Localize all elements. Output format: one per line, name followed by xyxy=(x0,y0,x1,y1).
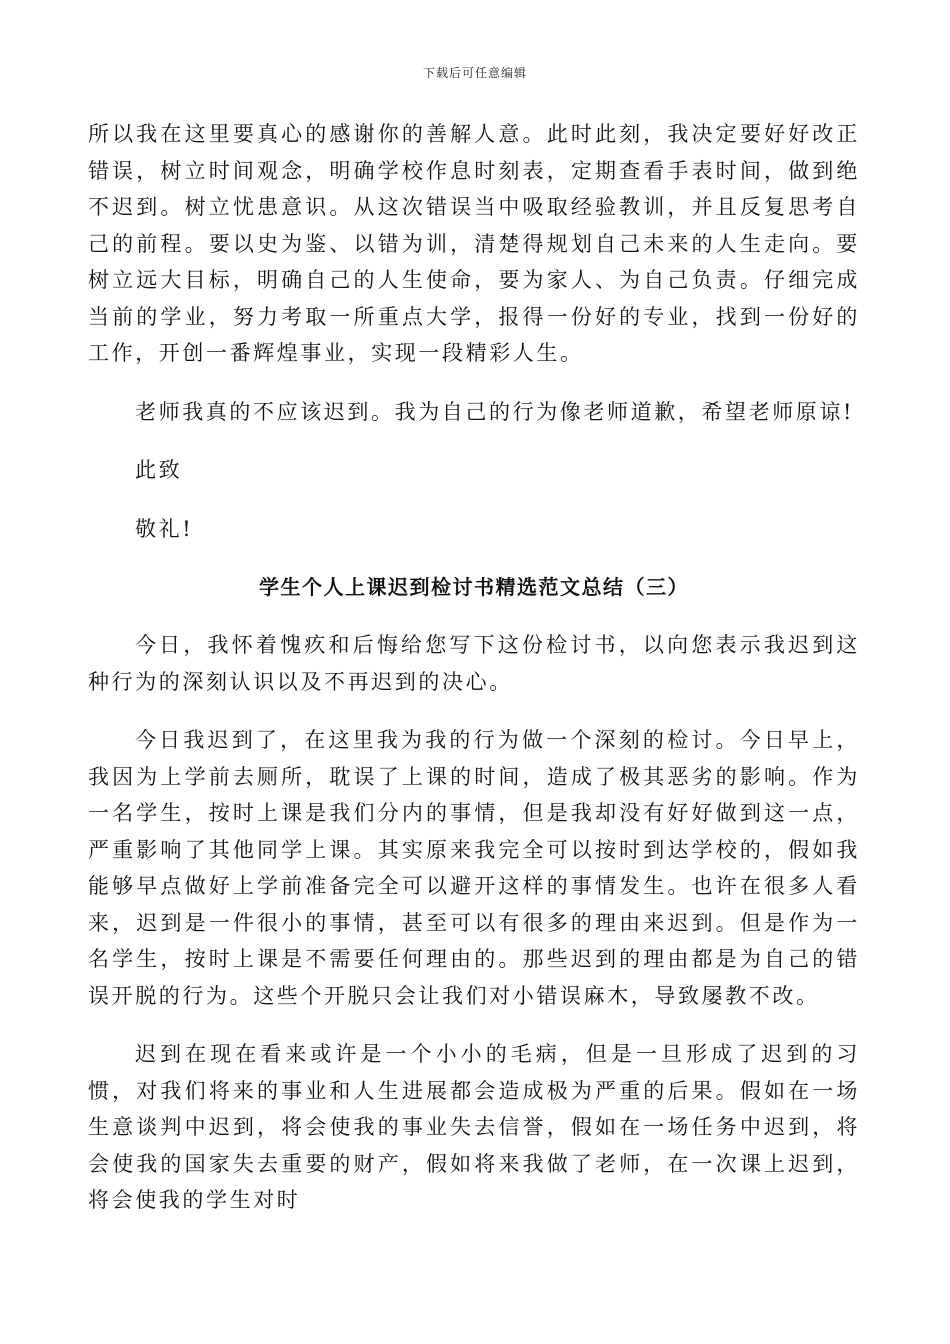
closing-regards: 敬礼! xyxy=(135,516,194,541)
paragraph-gratitude: 所以我在这里要真心的感谢你的善解人意。此时此刻，我决定要好好改正错误，树立时间观念，明确学校作息时刻表，定期查看手表时间，做到绝不迟到。树立忧患意识。从这次错误当中吸取经验教训，并且反复思考自己的前程。要以史为鉴、以错为训，清楚得规划自己未来的人生走向。要树立远大目标，明确自己的人生使命，要为家人、为自己负责。仔细完成当前的学业，努力考取一所重点大学，报得一份好的专业，找到一份好的工作，开创一番辉煌事业，实现一段精彩人生。 xyxy=(88,122,860,365)
paragraph-apology: 老师我真的不应该迟到。我为自己的行为像老师道歉，希望老师原谅! xyxy=(135,399,855,424)
page-header: 下载后可任意编辑 xyxy=(422,66,527,80)
paragraph-consequences: 迟到在现在看来或许是一个小小的毛病，但是一旦形成了迟到的习惯，对我们将来的事业和人生进展都会造成极为严重的后果。假如在一场生意谈判中迟到，将会使我的事业失去信誉，假如在一场任务中迟到，将会使我的国家失去重要的财产，假如将来我做了老师，在一次课上迟到，将会使我的学生对时 xyxy=(88,1042,860,1212)
document-body xyxy=(88,116,860,1219)
paragraph-intro: 今日，我怀着愧疚和后悔给您写下这份检讨书，以向您表示我迟到这种行为的深刻认识以及不再迟到的决心。 xyxy=(88,633,860,694)
paragraph-reflection: 今日我迟到了，在这里我为我的行为做一个深刻的检讨。今日早上，我因为上学前去厕所，耽误了上课的时间，造成了极其恶劣的影响。作为一名学生，按时上课是我们分内的事情，但是我却没有好好做到这一点，严重影响了其他同学上课。其实原来我完全可以按时到达学校的，假如我能够早点做好上学前准备完全可以避开这样的事情发生。也许在很多人看来，迟到是一件很小的事情，甚至可以有很多的理由来迟到。但是作为一名学生，按时上课是不需要任何理由的。那些迟到的理由都是为自己的错误开脱的行为。这些个开脱只会让我们对小错误麻木，导致屡教不改。 xyxy=(88,728,860,1008)
section-title: 学生个人上课迟到检讨书精选范文总结（三） xyxy=(259,575,689,599)
closing-salutation: 此致 xyxy=(135,458,183,482)
